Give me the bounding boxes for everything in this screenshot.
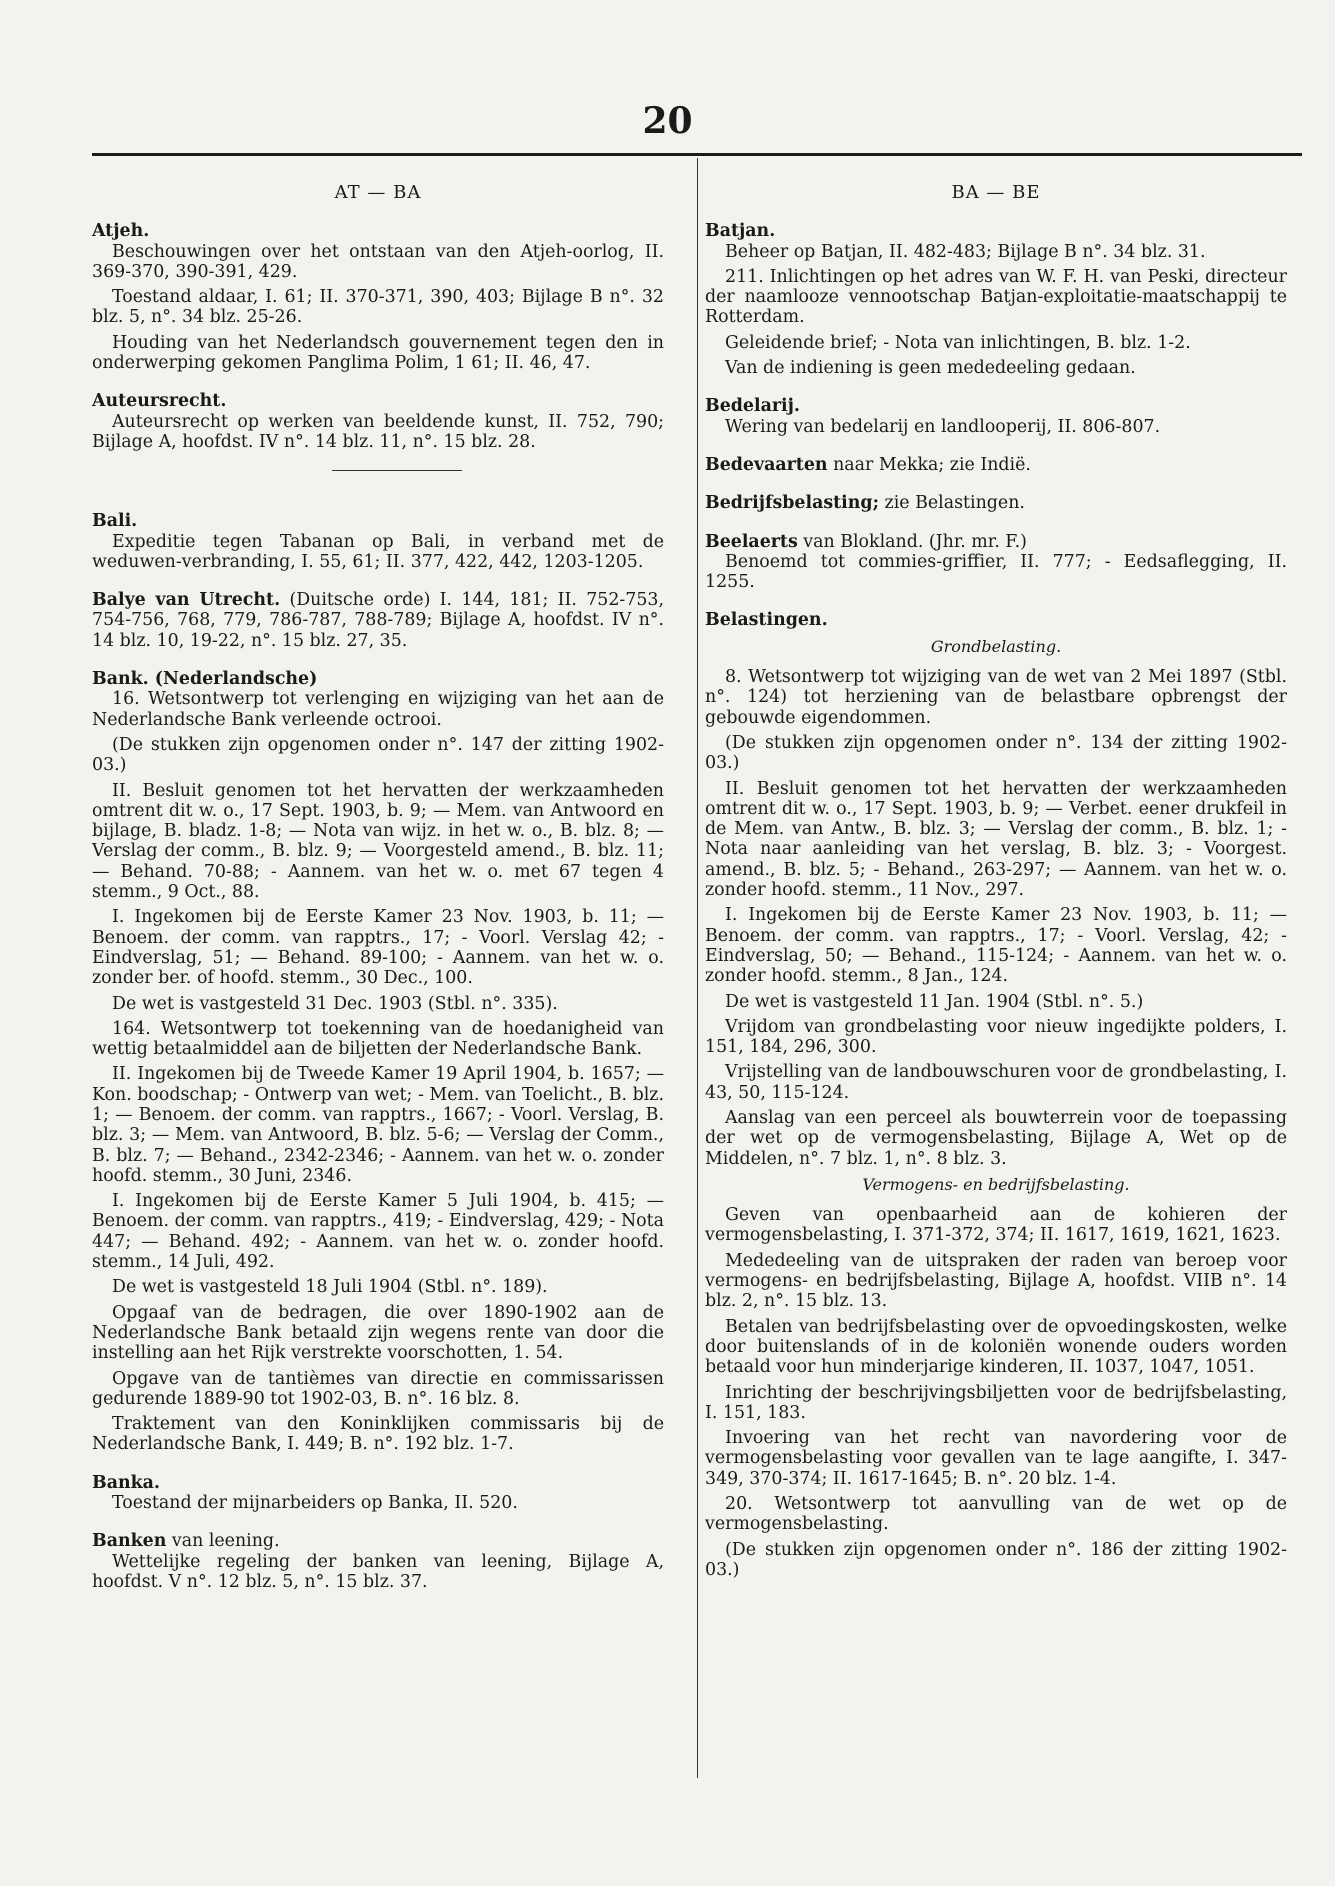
entry-text: Vrijstelling van de landbouwschuren voor de grondbelasting, I. 43, 50, 115-124. (705, 1062, 1287, 1103)
entry-bedrijfsbelasting (705, 493, 1287, 513)
entry-text: Toestand der mijnarbeiders op Banka, II. 520. (112, 1493, 518, 1514)
sub-heading-grondbelasting: Grondbelasting. (930, 636, 1062, 656)
headword: Banka. (92, 1472, 160, 1493)
entry-text: Houding van het Nederlandsch gouvernement tegen den in onderwerping gekomen Panglima Polim, 1 61; II. 46, 47. (92, 332, 664, 374)
right-column-heading: BA — BE (951, 182, 1041, 203)
entry-text: (De stukken zijn opgenomen onder n°. 147 der zitting 1902-03.) (92, 734, 664, 776)
header-rule (92, 153, 1302, 156)
entry-text: Benoemd tot commies-griffier, II. 777; - Eedsaflegging, II. 1255. (705, 551, 1287, 593)
entry-text: Traktement van den Koninklijken commissaris bij de Nederlandsche Bank, I. 449; B. n°. 192 blz. 1-7. (92, 1414, 664, 1455)
entry-text: Mededeeling van de uitspraken der raden van beroep voor vermogens- en bedrijfsbelasting, Bijlage A, hoofdst. VIIB n°. 14 blz. 2, n°. 15 blz. 13. (705, 1250, 1287, 1312)
entry-text: De wet is vastgesteld 18 Juli 1904 (Stbl. n°. 189). (112, 1277, 548, 1298)
entry-text: II. Besluit genomen tot het hervatten der werkzaamheden omtrent dit w. o., 17 Sept. 1903, b. 9; — Mem. van Antwoord en bijlage, B. bladz. 1-8; — Nota van wijz. in het w. o., B. blz. 8; — Verslag der comm., B. blz. 9; — Voorgesteld amend., B. blz. 11; — Behand. 70-88; - Aannem. van het w. o. met 67 tegen 4 stemm., 9 Oct., 88. (92, 780, 664, 903)
entry-text: (De stukken zijn opgenomen onder n°. 134 der zitting 1902-03.) (705, 732, 1287, 774)
entry-text: Expeditie tegen Tabanan op Bali, in verband met de weduwen-verbranding, I. 55, 61; II. 377, 422, 442, 1203-1205. (92, 531, 664, 572)
headword: Beelaerts (705, 531, 798, 552)
left-column-heading: AT — BA (334, 182, 422, 203)
entry-banken (92, 1531, 664, 1592)
entry-text: De wet is vastgesteld 11 Jan. 1904 (Stbl. n°. 5.) (725, 991, 1144, 1012)
entry-text: Wettelijke regeling der banken van leening, Bijlage A, hoofdst. V n°. 12 blz. 5, n°. 15 blz. 37. (92, 1551, 664, 1592)
headword-rest: van leening. (171, 1531, 280, 1552)
entry-bedevaarten (705, 455, 1287, 475)
entry-text: II. Ingekomen bij de Tweede Kamer 19 April 1904, b. 1657; — Kon. boodschap; - Ontwerp van wet; - Mem. van Toelicht., B. blz. 1; — Benoem. der comm. van rapptrs., 1667; - Voorl. Verslag, B. blz. 3; — Mem. van Antwoord, B. blz. 5-6; — Verslag der Comm., B. blz. 7; — Behand., 2342-2346; - Aannem. van het w. o. zonder hoofd. stemm., 30 Juni, 2346. (92, 1064, 664, 1186)
headword: Banken (92, 1531, 167, 1552)
headword: Atjeh. (92, 221, 150, 242)
headword-rest: naar Mekka; zie Indië. (833, 454, 1031, 475)
headword: Bedrijfsbelasting; (705, 493, 880, 514)
entry-text: Invoering van het recht van navordering voor de vermogensbelasting voor gevallen van te lage aangifte, I. 347-349, 370-374; II. 1617-1645; B. n°. 20 blz. 1-4. (705, 1428, 1287, 1489)
column-divider (697, 158, 698, 1778)
sub-heading-vermogensbelasting: Vermogens- en bedrijfsbelasting. (862, 1174, 1130, 1194)
headword: Bali. (92, 511, 138, 532)
entry-atjeh (92, 221, 664, 373)
entry-batjan (705, 221, 1287, 378)
entry-text: 164. Wetsontwerp tot toekenning van de hoedanigheid van wettig betaalmiddel aan de biljetten der Nederlandsche Bank. (92, 1018, 664, 1060)
headword: Batjan. (705, 221, 776, 242)
entry-text: Betalen van bedrijfsbelasting over de opvoedingskosten, welke door buitenslands of in de koloniën wonende ouders worden betaald voor hun minderjarige kinderen, II. 1037, 1047, 1051. (705, 1316, 1287, 1378)
entry-text: Beheer op Batjan, II. 482-483; Bijlage B n°. 34 blz. 31. (725, 241, 1206, 262)
headword: Balye van Utrecht. (92, 590, 281, 611)
entry-text: Geven van openbaarheid aan de kohieren der vermogensbelasting, I. 371-372, 374; II. 1617, 1619, 1621, 1623. (705, 1205, 1287, 1246)
headword-rest: van Blokland. (Jhr. mr. F.) (803, 531, 1027, 552)
entry-balye (92, 590, 664, 651)
entry-auteursrecht (92, 391, 664, 452)
entry-text: Geleidende brief; - Nota van inlichtingen, B. blz. 1-2. (725, 332, 1191, 353)
headword: Bedelarij. (705, 396, 800, 417)
entry-text: Van de indiening is geen mededeeling gedaan. (725, 358, 1136, 379)
entry-text: Opgave van de tantièmes van directie en commissarissen gedurende 1889-90 tot 1902-03, B. n°. 16 blz. 8. (92, 1368, 664, 1409)
entry-beelaerts (705, 532, 1287, 593)
entry-text: I. Ingekomen bij de Eerste Kamer 23 Nov. 1903, b. 11; — Benoem. der comm. van rapptrs., 17; - Voorl. Verslag 42; - Eindverslag, 51; — Behand. 89-100; - Aannem. van het w. o. zonder ber. of hoofd. stemm., 30 Dec., 100. (92, 907, 664, 989)
entry-text: Aanslag van een perceel als bouwterrein voor de toepassing der wet op de vermogensbelasting, Bijlage A, Wet op de Middelen, n°. 7 blz. 1, n°. 8 blz. 3. (705, 1107, 1287, 1169)
entry-text: Inrichting der beschrijvingsbiljetten voor de bedrijfsbelasting, I. 151, 183. (705, 1382, 1287, 1423)
entry-text: 20. Wetsontwerp tot aanvulling van de wet op de vermogensbelasting. (705, 1494, 1287, 1535)
right-column (705, 183, 1287, 1598)
entry-bali (92, 511, 664, 572)
entry-text: II. Besluit genomen tot het hervatten der werkzaamheden omtrent dit w. o., 17 Sept. 1903, b. 9; — Verbet. eener drukfeil in de Mem. van Antw., B. blz. 3; — Verslag der comm., B. blz. 1; - Nota naar aanleiding van het verslag, B. blz. 3; - Voorgest. amend., B. blz. 5; - Behand., 263-297; — Aannem. van het w. o. zonder hoofd. stemm., 11 Nov., 297. (705, 778, 1287, 901)
entry-bedelarij (705, 396, 1287, 437)
headword: Auteursrecht. (92, 391, 227, 412)
left-column (92, 183, 664, 1610)
separator-rule (332, 470, 462, 471)
entry-text: De wet is vastgesteld 31 Dec. 1903 (Stbl. n°. 335). (112, 993, 558, 1014)
headword: Belastingen. (705, 610, 828, 631)
entry-text: Wering van bedelarij en landlooperij, II. 806-807. (725, 416, 1161, 437)
entry-text: Beschouwingen over het ontstaan van den Atjeh-oorlog, II. 369-370, 390-391, 429. (92, 241, 664, 282)
entry-bank (92, 669, 664, 1455)
entry-text: Opgaaf van de bedragen, die over 1890-1902 aan de Nederlandsche Bank betaald zijn wegens rente van door die instelling aan het Rijk verstrekte voorschotten, 1. 54. (92, 1302, 664, 1364)
headword-rest: zie Belastingen. (884, 493, 1025, 514)
entry-text: I. Ingekomen bij de Eerste Kamer 23 Nov. 1903, b. 11; — Benoem. der comm. van rapptrs., 17; - Voorl. Verslag, 42; - Eindverslag, 50; — Behand., 115-124; - Aannem. van het w. o. zonder hoofd. stemm., 8 Jan., 124. (705, 905, 1287, 987)
headword: Bank. (Nederlandsche) (92, 669, 318, 690)
entry-belastingen (705, 610, 1287, 1580)
entry-text: (De stukken zijn opgenomen onder n°. 186 der zitting 1902-03.) (705, 1539, 1287, 1580)
entry-banka (92, 1473, 664, 1514)
headword: Bedevaarten (705, 454, 828, 475)
headword-rest: (Duitsche orde) I. 144, 181; II. 752-753, 754-756, 768, 779, 786-787, 788-789; Bijlage A, hoofdst. IV n°. 14 blz. 10, 19-22, n°. 15 blz. 27, 35. (92, 590, 665, 651)
entry-text: Auteursrecht op werken van beeldende kunst, II. 752, 790; Bijlage A, hoofdst. IV n°. 14 blz. 11, n°. 15 blz. 28. (92, 411, 664, 452)
page-number: 20 (642, 100, 693, 142)
entry-text: I. Ingekomen bij de Eerste Kamer 5 Juli 1904, b. 415; — Benoem. der comm. van rapptrs., 419; - Eindverslag, 429; - Nota 447; — Behand. 492; - Aannem. van het w. o. zonder hoofd. stemm., 14 Juli, 492. (92, 1191, 664, 1273)
entry-text: 211. Inlichtingen op het adres van W. F. H. van Peski, directeur der naamlooze vennootschap Batjan-exploitatie-maatschappij te Rotterdam. (705, 266, 1287, 328)
entry-text: 8. Wetsontwerp tot wijziging van de wet van 2 Mei 1897 (Stbl. n°. 124) tot herziening van de belastbare opbrengst der gebouwde eigendommen. (705, 667, 1287, 728)
entry-text: Vrijdom van grondbelasting voor nieuw ingedijkte polders, I. 151, 184, 296, 300. (705, 1016, 1287, 1058)
entry-text: 16. Wetsontwerp tot verlenging en wijziging van het aan de Nederlandsche Bank verleende octrooi. (92, 689, 664, 730)
entry-text: Toestand aldaar, I. 61; II. 370-371, 390, 403; Bijlage B n°. 32 blz. 5, n°. 34 blz. 25-26. (92, 287, 664, 328)
